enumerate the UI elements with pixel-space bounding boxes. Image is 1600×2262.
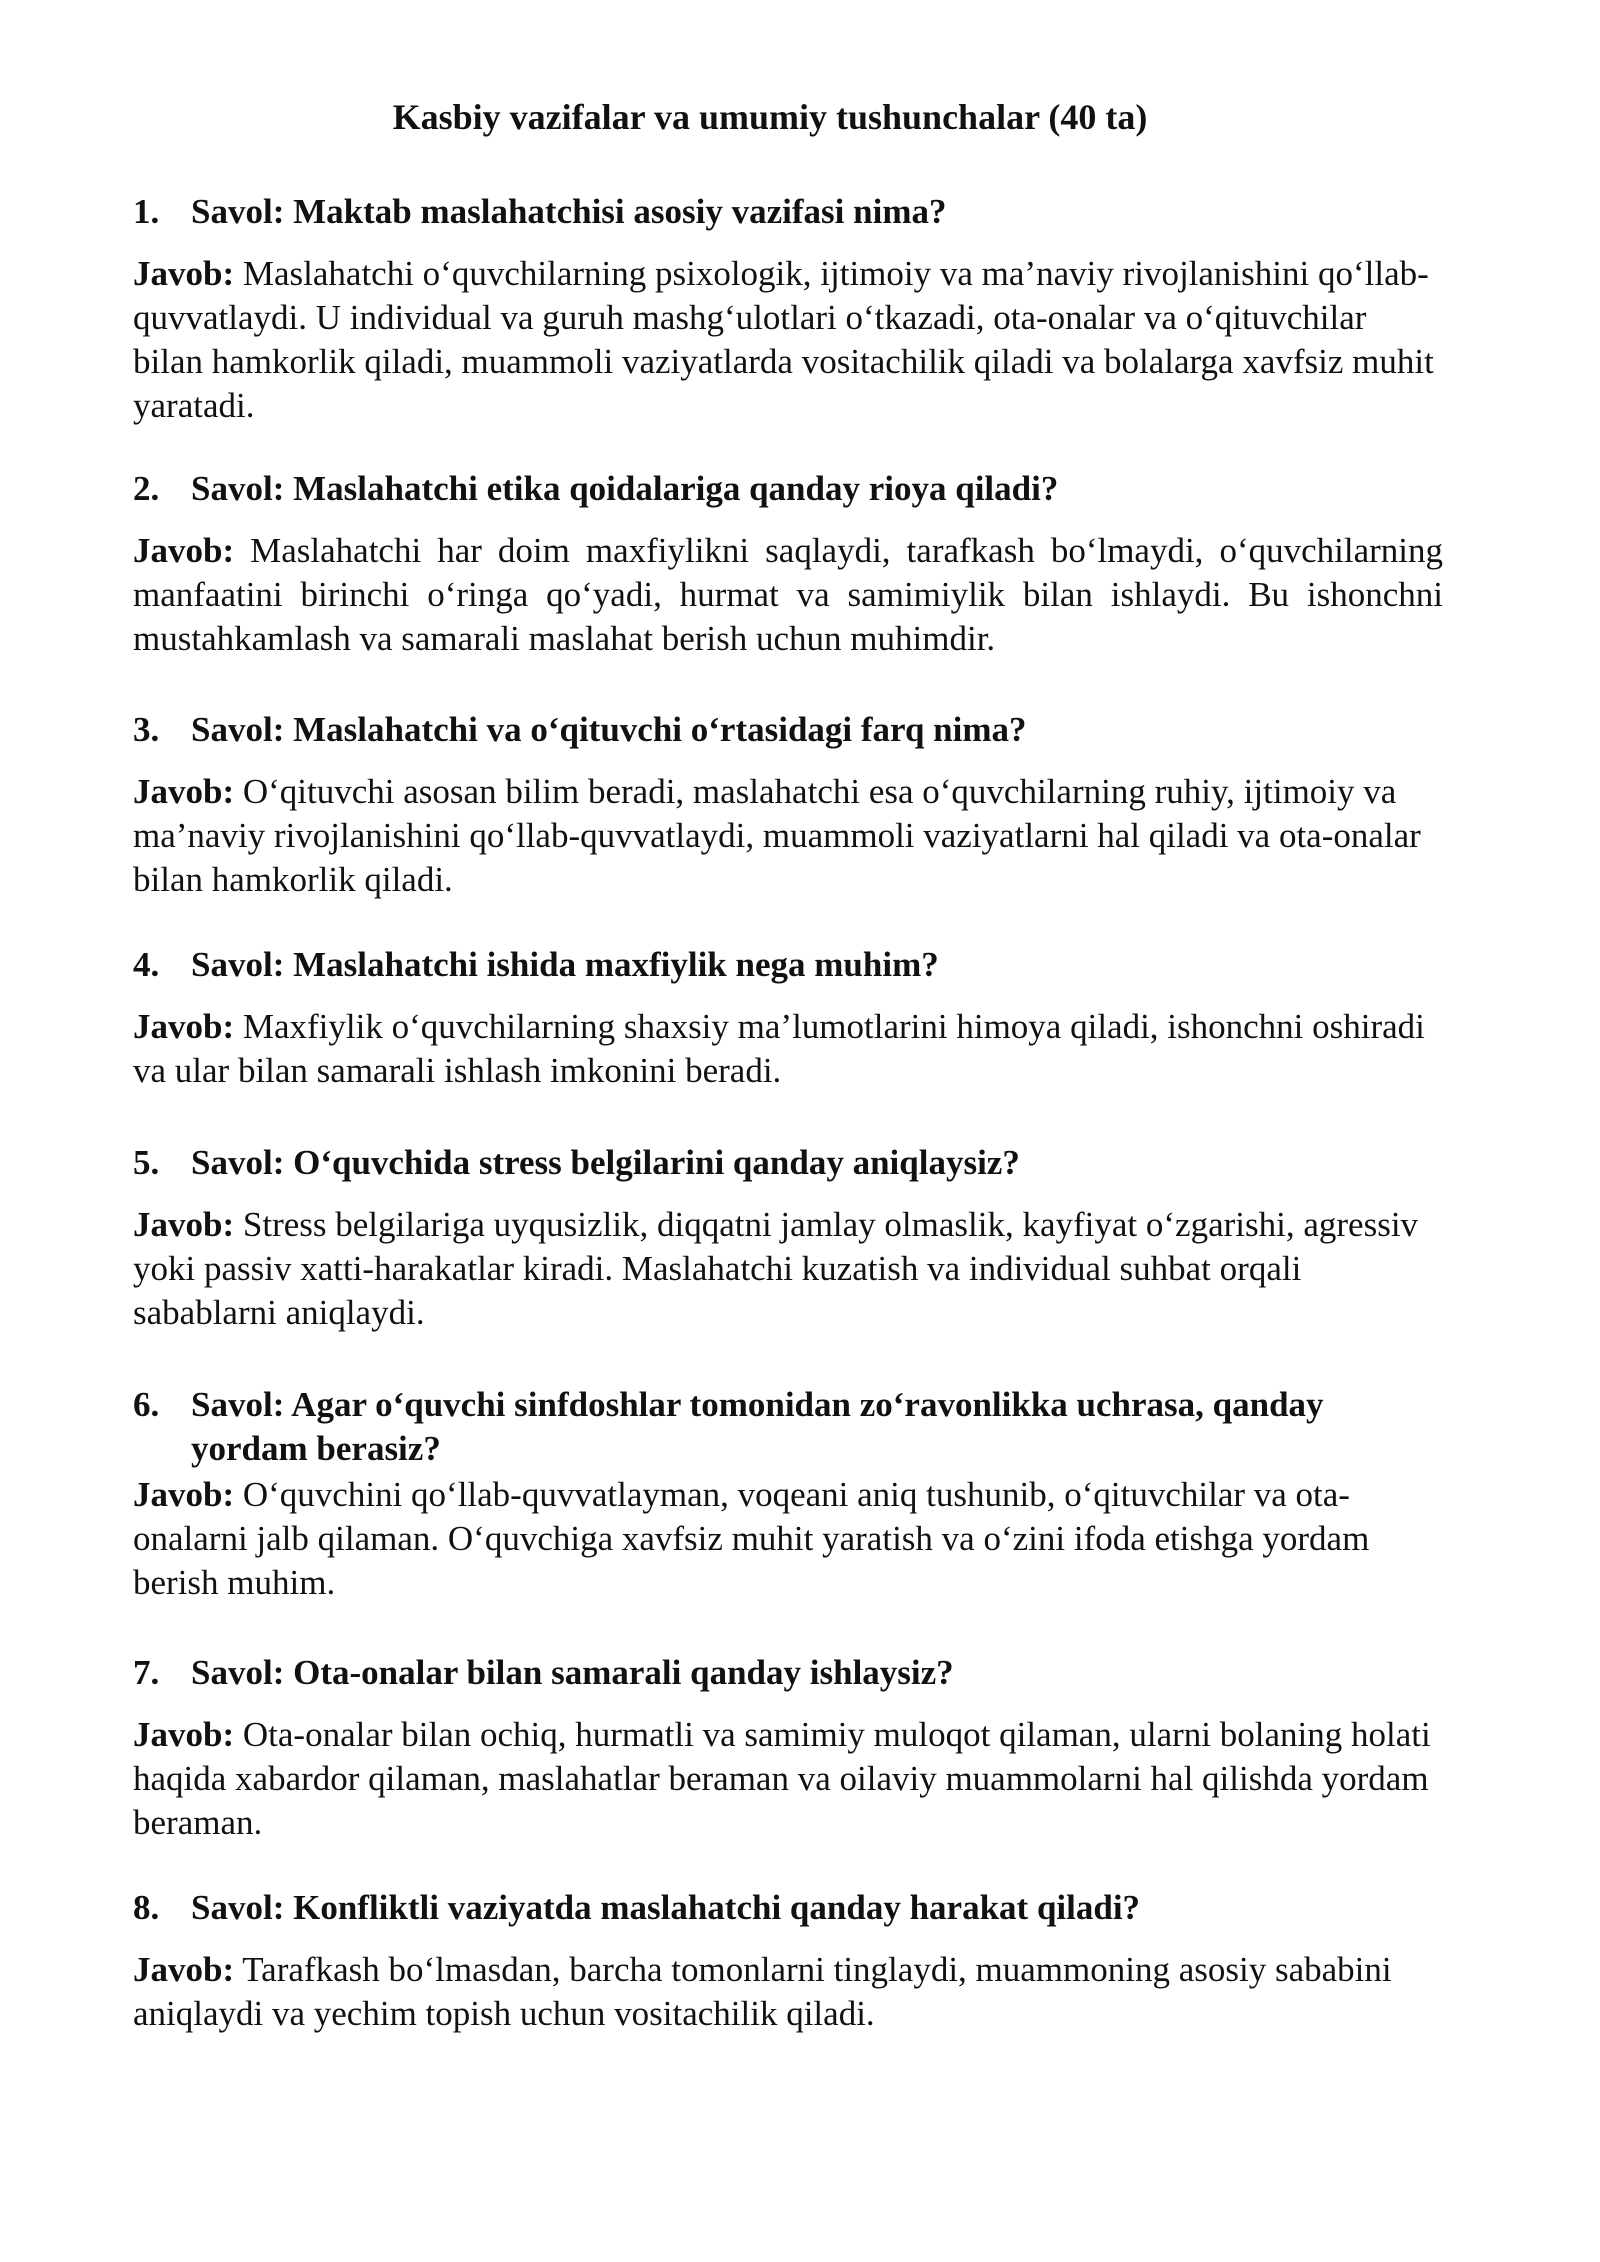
answer xyxy=(133,252,1443,428)
answer xyxy=(133,1203,1443,1335)
question-text: Savol: Maktab maslahatchisi asosiy vazifasi nima? xyxy=(191,192,947,231)
qa-item-6 xyxy=(133,1383,1443,1605)
question-number: 1. xyxy=(133,192,160,231)
question-text: Savol: Ota-onalar bilan samarali qanday ishlaysiz? xyxy=(191,1653,954,1692)
answer-label: Javob: xyxy=(133,1950,235,1989)
answer-label: Javob: xyxy=(133,1715,235,1754)
question-number: 2. xyxy=(133,469,160,508)
qa-item-7 xyxy=(133,1651,1443,1845)
answer-text: Tarafkash bo‘lmasdan, barcha tomonlarni tinglaydi, muammoning asosiy sababini aniqlaydi va yechim topish uchun vositachilik qiladi. xyxy=(133,1950,1392,2033)
question xyxy=(133,1141,1443,1185)
answer-text: Ota-onalar bilan ochiq, hurmatli va samimiy muloqot qilaman, ularni bolaning holati haqida xabardor qilaman, maslahatlar beraman va oilaviy muammolarni hal qilishda yordam beraman. xyxy=(133,1715,1431,1842)
question xyxy=(133,943,1443,987)
qa-item-4 xyxy=(133,943,1443,1093)
answer-text: Maslahatchi o‘quvchilarning psixologik, ijtimoiy va ma’naviy rivojlanishini qo‘llab-quvvatlaydi. U individual va guruh mashg‘ulotlari o‘tkazadi, ota-onalar va o‘qituvchilar bilan hamkorlik qiladi, muammoli vaziyatlarda vositachilik qiladi va bolalarga xavfsiz muhit yaratadi. xyxy=(133,254,1434,425)
answer-label: Javob: xyxy=(133,1205,235,1244)
qa-item-2 xyxy=(133,467,1443,661)
answer xyxy=(133,770,1443,902)
answer-text: Maslahatchi har doim maxfiylikni saqlaydi, tarafkash bo‘lmaydi, o‘quvchilarning manfaatini birinchi o‘ringa qo‘yadi, hurmat va samimiylik bilan ishlaydi. Bu ishonchni mustahkamlash va samarali maslahat berish uchun muhimdir. xyxy=(133,531,1443,658)
answer-label: Javob: xyxy=(133,772,235,811)
answer xyxy=(133,1713,1443,1845)
question-text: Savol: O‘quvchida stress belgilarini qanday aniqlaysiz? xyxy=(191,1143,1020,1182)
answer-text: Stress belgilariga uyqusizlik, diqqatni jamlay olmaslik, kayfiyat o‘zgarishi, agressiv yoki passiv xatti-harakatlar kiradi. Maslahatchi kuzatish va individual suhbat orqali sabablarni aniqlaydi. xyxy=(133,1205,1419,1332)
question xyxy=(133,708,1443,752)
question-number: 3. xyxy=(133,710,160,749)
question-text: Savol: Maslahatchi etika qoidalariga qanday rioya qiladi? xyxy=(191,469,1059,508)
answer-label: Javob: xyxy=(133,531,235,570)
question xyxy=(133,1383,1443,1471)
answer-label: Javob: xyxy=(133,1007,235,1046)
question-text: Savol: Maslahatchi ishida maxfiylik nega muhim? xyxy=(191,945,939,984)
answer-text: O‘qituvchi asosan bilim beradi, maslahatchi esa o‘quvchilarning ruhiy, ijtimoiy va ma’naviy rivojlanishini qo‘llab-quvvatlaydi, muammoli vaziyatlarni hal qiladi va ota-onalar bilan hamkorlik qiladi. xyxy=(133,772,1421,899)
question-text: Savol: Maslahatchi va o‘qituvchi o‘rtasidagi farq nima? xyxy=(191,710,1027,749)
answer-text: Maxfiylik o‘quvchilarning shaxsiy ma’lumotlarini himoya qiladi, ishonchni oshiradi va ular bilan samarali ishlash imkonini beradi. xyxy=(133,1007,1425,1090)
question-number: 6. xyxy=(133,1385,160,1424)
qa-item-1 xyxy=(133,190,1443,428)
answer-label: Javob: xyxy=(133,1475,235,1514)
question-number: 5. xyxy=(133,1143,160,1182)
question-text: Savol: Konfliktli vaziyatda maslahatchi qanday harakat qiladi? xyxy=(191,1888,1141,1927)
question xyxy=(133,1651,1443,1695)
document-title: Kasbiy vazifalar va umumiy tushunchalar (40 ta) xyxy=(392,97,1148,137)
answer xyxy=(133,1948,1443,2036)
answer-label: Javob: xyxy=(133,254,235,293)
question-number: 8. xyxy=(133,1888,160,1927)
answer xyxy=(133,1005,1443,1093)
answer-text: O‘quvchini qo‘llab-quvvatlayman, voqeani aniq tushunib, o‘qituvchilar va ota-onalarni jalb qilaman. O‘quvchiga xavfsiz muhit yaratish va o‘zini ifoda etishga yordam berish muhim. xyxy=(133,1475,1370,1602)
question xyxy=(133,190,1443,234)
question-number: 4. xyxy=(133,945,160,984)
answer xyxy=(133,529,1443,661)
answer xyxy=(133,1473,1443,1605)
question-number: 7. xyxy=(133,1653,160,1692)
qa-item-3 xyxy=(133,708,1443,902)
question xyxy=(133,467,1443,511)
qa-item-5 xyxy=(133,1141,1443,1335)
question xyxy=(133,1886,1443,1930)
qa-item-8 xyxy=(133,1886,1443,2036)
question-text: Savol: Agar o‘quvchi sinfdoshlar tomonidan zo‘ravonlikka uchrasa, qanday yordam berasiz? xyxy=(191,1385,1324,1468)
